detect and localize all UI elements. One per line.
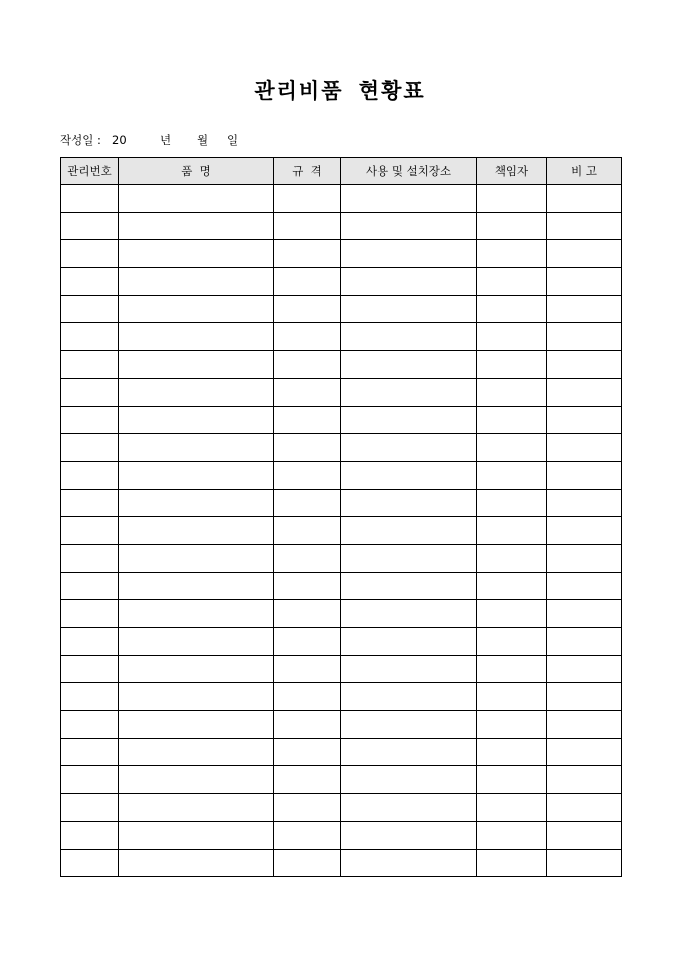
cell-item-name[interactable] (119, 489, 274, 517)
cell-item-name[interactable] (119, 185, 274, 213)
cell-management-number[interactable] (61, 461, 119, 489)
cell-management-number[interactable] (61, 628, 119, 656)
table-row (61, 655, 622, 683)
table-row (61, 738, 622, 766)
cell-location[interactable] (341, 406, 477, 434)
cell-specification[interactable] (274, 461, 341, 489)
cell-item-name[interactable] (119, 600, 274, 628)
table-row (61, 240, 622, 268)
cell-manager[interactable] (477, 295, 547, 323)
cell-specification[interactable] (274, 268, 341, 296)
cell-manager[interactable] (477, 406, 547, 434)
cell-location[interactable] (341, 683, 477, 711)
cell-manager[interactable] (477, 600, 547, 628)
cell-management-number[interactable] (61, 212, 119, 240)
cell-manager[interactable] (477, 572, 547, 600)
cell-item-name[interactable] (119, 794, 274, 822)
table-row (61, 766, 622, 794)
cell-manager[interactable] (477, 766, 547, 794)
cell-manager[interactable] (477, 794, 547, 822)
cell-management-number[interactable] (61, 794, 119, 822)
cell-management-number[interactable] (61, 517, 119, 545)
cell-management-number[interactable] (61, 821, 119, 849)
cell-remarks[interactable] (547, 323, 622, 351)
cell-location[interactable] (341, 572, 477, 600)
cell-management-number[interactable] (61, 295, 119, 323)
cell-remarks[interactable] (547, 711, 622, 739)
table-header-row (61, 158, 622, 185)
cell-remarks[interactable] (547, 240, 622, 268)
cell-item-name[interactable] (119, 766, 274, 794)
year-prefix: 20 (112, 133, 127, 147)
cell-management-number[interactable] (61, 600, 119, 628)
cell-specification[interactable] (274, 766, 341, 794)
cell-remarks[interactable] (547, 461, 622, 489)
cell-management-number[interactable] (61, 738, 119, 766)
cell-item-name[interactable] (119, 461, 274, 489)
cell-manager[interactable] (477, 849, 547, 877)
cell-location[interactable] (341, 517, 477, 545)
cell-specification[interactable] (274, 683, 341, 711)
cell-specification[interactable] (274, 185, 341, 213)
table-row (61, 628, 622, 656)
cell-location[interactable] (341, 240, 477, 268)
column-header-manager: 책임자 (477, 158, 547, 185)
cell-item-name[interactable] (119, 351, 274, 379)
table-row (61, 268, 622, 296)
table-row (61, 295, 622, 323)
cell-remarks[interactable] (547, 212, 622, 240)
cell-specification[interactable] (274, 655, 341, 683)
cell-manager[interactable] (477, 378, 547, 406)
cell-management-number[interactable] (61, 185, 119, 213)
cell-item-name[interactable] (119, 240, 274, 268)
cell-specification[interactable] (274, 406, 341, 434)
date-label: 작성일 : (60, 133, 101, 147)
cell-location[interactable] (341, 212, 477, 240)
cell-specification[interactable] (274, 517, 341, 545)
table-row (61, 461, 622, 489)
cell-location[interactable] (341, 461, 477, 489)
cell-item-name[interactable] (119, 268, 274, 296)
table-row (61, 600, 622, 628)
column-header-location: 사용 및 설치장소 (341, 158, 477, 185)
cell-remarks[interactable] (547, 517, 622, 545)
cell-location[interactable] (341, 849, 477, 877)
cell-manager[interactable] (477, 351, 547, 379)
column-header-management-number: 관리번호 (61, 158, 119, 185)
cell-remarks[interactable] (547, 268, 622, 296)
cell-item-name[interactable] (119, 295, 274, 323)
cell-remarks[interactable] (547, 544, 622, 572)
table-row (61, 849, 622, 877)
table-row (61, 794, 622, 822)
cell-remarks[interactable] (547, 849, 622, 877)
cell-specification[interactable] (274, 738, 341, 766)
cell-specification[interactable] (274, 351, 341, 379)
table-row (61, 711, 622, 739)
cell-item-name[interactable] (119, 711, 274, 739)
cell-location[interactable] (341, 738, 477, 766)
cell-management-number[interactable] (61, 849, 119, 877)
cell-item-name[interactable] (119, 406, 274, 434)
cell-item-name[interactable] (119, 821, 274, 849)
cell-manager[interactable] (477, 544, 547, 572)
cell-management-number[interactable] (61, 323, 119, 351)
cell-item-name[interactable] (119, 738, 274, 766)
cell-specification[interactable] (274, 849, 341, 877)
cell-specification[interactable] (274, 711, 341, 739)
cell-remarks[interactable] (547, 406, 622, 434)
table-row (61, 544, 622, 572)
cell-specification[interactable] (274, 212, 341, 240)
cell-remarks[interactable] (547, 600, 622, 628)
cell-management-number[interactable] (61, 683, 119, 711)
cell-management-number[interactable] (61, 766, 119, 794)
table-row (61, 351, 622, 379)
cell-remarks[interactable] (547, 378, 622, 406)
cell-manager[interactable] (477, 268, 547, 296)
cell-item-name[interactable] (119, 849, 274, 877)
page-title: 관리비품 현황표 (254, 78, 426, 103)
cell-remarks[interactable] (547, 628, 622, 656)
cell-remarks[interactable] (547, 738, 622, 766)
table-row (61, 821, 622, 849)
cell-location[interactable] (341, 489, 477, 517)
cell-manager[interactable] (477, 628, 547, 656)
cell-manager[interactable] (477, 323, 547, 351)
table-row (61, 185, 622, 213)
cell-specification[interactable] (274, 544, 341, 572)
cell-specification[interactable] (274, 794, 341, 822)
cell-remarks[interactable] (547, 185, 622, 213)
cell-specification[interactable] (274, 600, 341, 628)
cell-specification[interactable] (274, 821, 341, 849)
column-header-remarks: 비 고 (547, 158, 622, 185)
cell-management-number[interactable] (61, 240, 119, 268)
cell-manager[interactable] (477, 711, 547, 739)
cell-location[interactable] (341, 794, 477, 822)
cell-remarks[interactable] (547, 794, 622, 822)
cell-manager[interactable] (477, 655, 547, 683)
cell-manager[interactable] (477, 185, 547, 213)
cell-remarks[interactable] (547, 489, 622, 517)
cell-manager[interactable] (477, 683, 547, 711)
cell-manager[interactable] (477, 212, 547, 240)
cell-remarks[interactable] (547, 295, 622, 323)
cell-item-name[interactable] (119, 323, 274, 351)
cell-specification[interactable] (274, 240, 341, 268)
cell-item-name[interactable] (119, 655, 274, 683)
cell-item-name[interactable] (119, 628, 274, 656)
year-unit: 년 (160, 133, 172, 147)
cell-management-number[interactable] (61, 351, 119, 379)
cell-location[interactable] (341, 711, 477, 739)
cell-management-number[interactable] (61, 544, 119, 572)
cell-item-name[interactable] (119, 434, 274, 462)
cell-remarks[interactable] (547, 572, 622, 600)
cell-specification[interactable] (274, 434, 341, 462)
table-row (61, 434, 622, 462)
column-header-item-name: 품 명 (119, 158, 274, 185)
cell-remarks[interactable] (547, 683, 622, 711)
cell-management-number[interactable] (61, 572, 119, 600)
cell-item-name[interactable] (119, 517, 274, 545)
cell-remarks[interactable] (547, 821, 622, 849)
cell-specification[interactable] (274, 628, 341, 656)
cell-manager[interactable] (477, 240, 547, 268)
cell-management-number[interactable] (61, 434, 119, 462)
cell-manager[interactable] (477, 434, 547, 462)
cell-manager[interactable] (477, 489, 547, 517)
cell-location[interactable] (341, 600, 477, 628)
cell-item-name[interactable] (119, 378, 274, 406)
column-header-specification: 규 격 (274, 158, 341, 185)
date-line (60, 132, 238, 148)
cell-location[interactable] (341, 295, 477, 323)
cell-location[interactable] (341, 268, 477, 296)
month-unit: 월 (197, 133, 209, 147)
cell-location[interactable] (341, 766, 477, 794)
cell-remarks[interactable] (547, 655, 622, 683)
table-row (61, 212, 622, 240)
day-unit: 일 (227, 133, 239, 147)
table-row (61, 489, 622, 517)
cell-item-name[interactable] (119, 572, 274, 600)
cell-location[interactable] (341, 544, 477, 572)
table-row (61, 683, 622, 711)
cell-manager[interactable] (477, 517, 547, 545)
cell-location[interactable] (341, 821, 477, 849)
table-row (61, 323, 622, 351)
cell-location[interactable] (341, 434, 477, 462)
cell-manager[interactable] (477, 821, 547, 849)
cell-manager[interactable] (477, 738, 547, 766)
cell-specification[interactable] (274, 489, 341, 517)
cell-management-number[interactable] (61, 406, 119, 434)
cell-remarks[interactable] (547, 434, 622, 462)
cell-location[interactable] (341, 655, 477, 683)
table-row (61, 572, 622, 600)
table-row (61, 406, 622, 434)
cell-manager[interactable] (477, 461, 547, 489)
cell-location[interactable] (341, 185, 477, 213)
cell-specification[interactable] (274, 323, 341, 351)
cell-location[interactable] (341, 628, 477, 656)
table-row (61, 517, 622, 545)
cell-management-number[interactable] (61, 268, 119, 296)
cell-location[interactable] (341, 378, 477, 406)
cell-specification[interactable] (274, 378, 341, 406)
table-body (61, 185, 622, 877)
cell-specification[interactable] (274, 295, 341, 323)
cell-management-number[interactable] (61, 489, 119, 517)
cell-remarks[interactable] (547, 351, 622, 379)
table-row (61, 378, 622, 406)
cell-location[interactable] (341, 323, 477, 351)
inventory-table (60, 157, 622, 877)
cell-item-name[interactable] (119, 212, 274, 240)
cell-item-name[interactable] (119, 683, 274, 711)
cell-item-name[interactable] (119, 544, 274, 572)
cell-remarks[interactable] (547, 766, 622, 794)
cell-management-number[interactable] (61, 711, 119, 739)
cell-management-number[interactable] (61, 378, 119, 406)
cell-location[interactable] (341, 351, 477, 379)
cell-management-number[interactable] (61, 655, 119, 683)
cell-specification[interactable] (274, 572, 341, 600)
